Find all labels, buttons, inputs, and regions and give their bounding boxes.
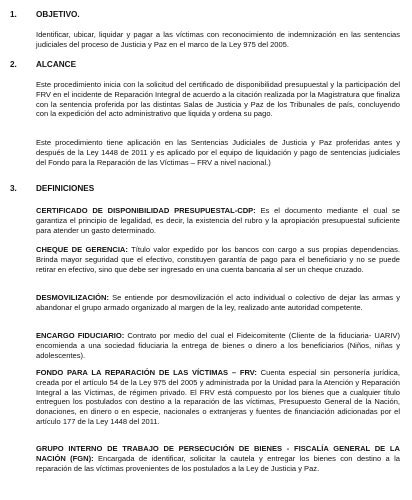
section-number: 1. — [10, 10, 17, 19]
definition-text: Título valor expedido por los bancos con cargo a sus propias dependencias. Brinda mayor seguridad que el efectivo, constituyen garantía de pago para el beneficiario y no se puede retirar en efectivo, sino que debe ser ingresado en una cuenta bancaria al ser un cheque cruzado. — [36, 245, 400, 274]
definition-text: Encargada de identificar, solicitar la cautela y entregar los bienes con destino a la reparación de las víctimas provenientes de los postulados a la Ley de Justicia y Paz. — [36, 453, 400, 473]
definition-term: GRUPO INTERNO DE TRABAJO DE PERSECUCIÓN DE BIENES - FISCALÍA GENERAL DE LA NACIÓN (FGN): — [36, 444, 400, 463]
section-title: OBJETIVO. — [36, 10, 80, 19]
definition-frv — [36, 368, 400, 427]
alcance-paragraph-2: Este procedimiento tiene aplicación en las Sentencias Judiciales de Justicia y Paz proferidas antes y después de la Ley 1448 de 2011 y es aplicado por el equipo de liquidación y pago de sentencias judiciales del Fondo para la Reparación de las Víctimas – FRV a nivel nacional.) — [36, 138, 400, 167]
definition-encargo-fiduciario — [36, 331, 400, 360]
section-title: DEFINICIONES — [36, 184, 95, 193]
alcance-paragraph-1: Este procedimiento inicia con la solicitud del certificado de disponibilidad presupuestal y la participación del FRV en el incidente de Reparación Integral de acuerdo a la citación realizada por la Magistratura que finaliza con la sentencia proferida por las distintas Salas de Justicia y Paz de los Tribunales de país, concluyendo con la expedición del acto administrativo que liquida y ordena su pago. — [36, 80, 401, 119]
definition-text: Se entiende por desmovilización el acto individual o colectivo de dejar las armas y abandonar el grupo armado organizado al margen de la ley, realizado ante autoridad competente. — [36, 293, 400, 312]
definition-desmovilizacion — [36, 293, 400, 313]
definition-term: FONDO PARA LA REPARACIÓN DE LAS VÍCTIMAS – FRV: — [36, 368, 257, 377]
definition-term: CHEQUE DE GERENCIA: — [36, 245, 128, 254]
definition-term: ENCARGO FIDUCIARIO: — [36, 331, 125, 340]
definition-text: Contrato por medio del cual el Fideicomitente (Cliente de la fiduciaria- UARIV) encomienda a una sociedad fiduciaria la entrega de bienes o dinero a los beneficiarios (Niños, niñas y adolescentes). — [36, 331, 400, 360]
section-title: ALCANCE — [36, 60, 77, 69]
section-heading-objetivo — [10, 10, 80, 19]
section-heading-definiciones — [10, 184, 94, 193]
definition-cheque-gerencia — [36, 245, 400, 274]
definition-grupo-interno-fgn — [36, 444, 400, 473]
objetivo-paragraph: Identificar, ubicar, liquidar y pagar a las víctimas con reconocimiento de indemnización en las sentencias judiciales del proceso de Justicia y Paz en el marco de la Ley 975 del 2005. — [36, 30, 400, 49]
definition-term: CERTIFICADO DE DISPONIBILIDAD PRESUPUESTAL-CDP: — [36, 206, 256, 215]
section-heading-alcance — [10, 60, 76, 69]
definition-text: Es el documento mediante el cual se garantiza el principio de legalidad, es decir, la existencia del rubro y la apropiación presupuestal suficiente para atender un gasto determinado. — [36, 206, 400, 235]
definition-term: DESMOVILIZACIÓN: — [36, 293, 109, 302]
definition-text: Cuenta especial sin personería jurídica, creada por el artículo 54 de la Ley 975 del 2005 y administrada por la Unidad para la Atención y Reparación Integral a las Víctimas, de régimen privado. El FRV está compuesto por los bienes que a cualquier título entreguen los postulados con destino a la reparación de las víctimas, Presupuesto General de la Nación, donaciones, en dinero o en especie, nacionales o extranjeras y fuentes de financiación adicionadas por el artículo 177 de la Ley 1448 del 2011. — [36, 368, 400, 426]
section-number: 2. — [10, 60, 17, 69]
section-number: 3. — [10, 184, 17, 193]
definition-cdp — [36, 206, 400, 235]
